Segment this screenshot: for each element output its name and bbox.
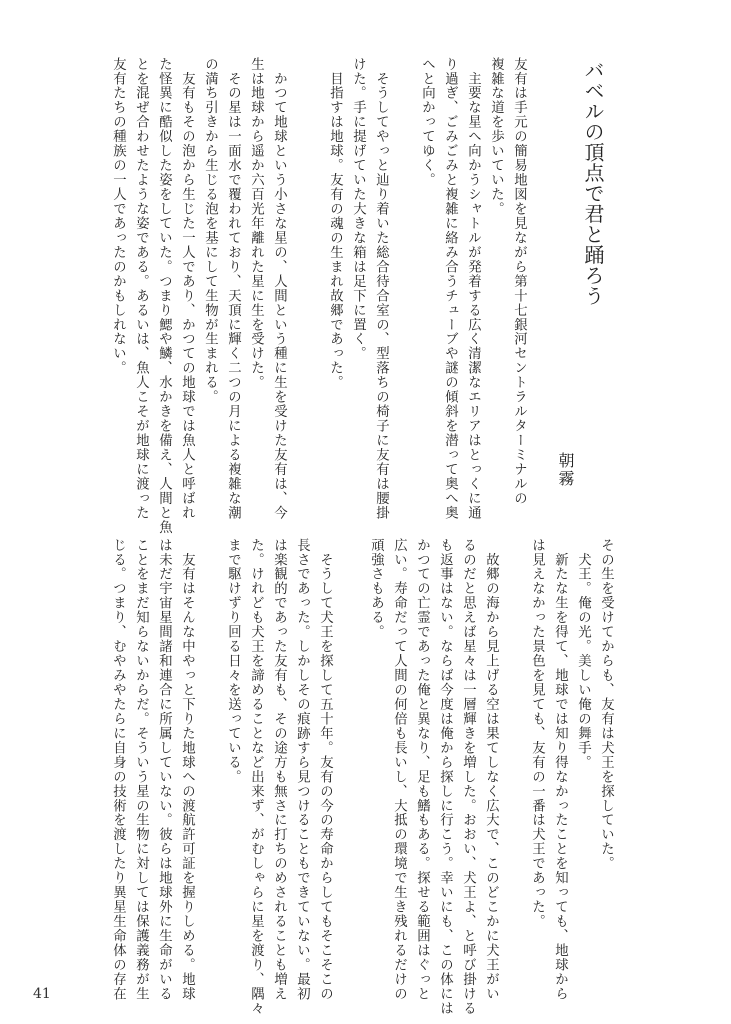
upper-text-column: 友有は手元の簡易地図を見ながら第十七銀河セントラルターミナルの	[511, 57, 527, 506]
upper-text-column: り過ぎ、ごみごみと複雑に絡み合うチューブや謎の傾斜を潜って奥へ奥	[442, 57, 458, 521]
lower-text-column: は未だ宇宙星間諸和連合に所属していない。彼らは地球外に生命がいる	[156, 538, 172, 1002]
lower-text-column: そうして犬王を探して五十年。友有の今の寿命からしてもそこそこの	[317, 538, 333, 1002]
upper-text-column: 目指すは地球。友有の魂の生まれ故郷であった。	[327, 57, 343, 390]
lower-text-column: も返事はない。ならば今度は俺から探しに行こう。幸いにも、この体には	[437, 538, 453, 1016]
lower-text-column: は楽観的であった友有も、その途方も無さに打ちのめされることも増え	[271, 538, 287, 1002]
upper-text-column: 生は地球から遥か六百光年離れた星に生を受けた。	[248, 57, 264, 390]
upper-text-column: 複雑な道を歩いていた。	[488, 57, 504, 217]
upper-text-column: の満ち引きから生じる泡を基にして生物が生まれる。	[202, 57, 218, 405]
upper-text-column: 友有たちの種族の一人であったのかもしれない。	[110, 57, 126, 376]
lower-text-column: るのだと思えば星々は一層輝きを増した。おおい、犬王よ、と呼び掛ける	[460, 538, 476, 1016]
lower-text-column: は見えなかった景色を見ても、友有の一番は犬王であった。	[529, 538, 545, 929]
author-name: 朝霧	[556, 452, 575, 488]
upper-text-column: そうしてやっと辿り着いた総合待合室の、型落ちの椅子に友有は腰掛	[373, 57, 389, 521]
upper-text-column: へと向かってゆく。	[419, 57, 435, 188]
upper-text-column: 友有もその泡から生じた一人であり、かつての地球では魚人と呼ばれ	[179, 57, 195, 521]
lower-text-column: ことをまだ知らないからだ。そういう星の生物に対しては保護義務が生	[133, 538, 149, 1002]
lower-text-column: かつての亡霊であった俺と異なり、足も鰭もある。探せる範囲はぐっと	[414, 538, 430, 1002]
lower-text-column: 犬王。俺の光。美しい俺の舞手。	[575, 538, 591, 770]
lower-text-column: 故郷の海から見上げる空は果てしなく広大で、このどこかに犬王がい	[483, 538, 499, 1002]
page-number: 41	[33, 986, 51, 1002]
upper-text-column: けた。手に提げていた大きな箱は足下に置く。	[350, 57, 366, 361]
upper-text-column: とを混ぜ合わせたような姿である。あるいは、魚人こそが地球に渡った	[133, 57, 149, 521]
lower-text-column: 新たな生を得て、地球では知り得なかったことを知っても、地球から	[552, 538, 568, 1002]
lower-text-column: た。けれども犬王を諦めることなど出来ず、がむしゃらに星を渡り、隅々	[248, 538, 264, 1016]
lower-text-column: その生を受けてからも、友有は犬王を探していた。	[598, 538, 614, 871]
upper-text-column: た怪異に酷似した姿をしていた。つまり鰓や鱗、水かきを備え、人間と魚	[156, 57, 172, 535]
lower-text-column: 広い。寿命だって人間の何倍も長いし、大抵の環境で生き残れるだけの	[391, 538, 407, 1002]
upper-text-column: かつて地球という小さな星の、人間という種に生を受けた友有は、今	[271, 57, 287, 521]
story-title: バベルの頂点で君と踊ろう	[581, 60, 605, 306]
lower-text-column: 頑強さもある。	[368, 538, 384, 640]
lower-text-column: 長さであった。しかしその痕跡すら見つけることもできていない。最初	[294, 538, 310, 1002]
upper-text-column: その星は一面水で覆われており、天頂に輝く二つの月による複雑な潮	[225, 57, 241, 521]
upper-text-column: 主要な星へ向かうシャトルが発着する広く清潔なエリアはとっくに通	[465, 57, 481, 521]
lower-text-column: じる。つまり、むやみやたらに自身の技術を渡したり異星生命体の存在	[110, 538, 126, 1002]
lower-text-column: 友有はそんな中やっと下りた地球への渡航許可証を握りしめる。地球	[179, 538, 195, 1002]
lower-text-column: まで駆けずり回る日々を送っている。	[225, 538, 241, 784]
